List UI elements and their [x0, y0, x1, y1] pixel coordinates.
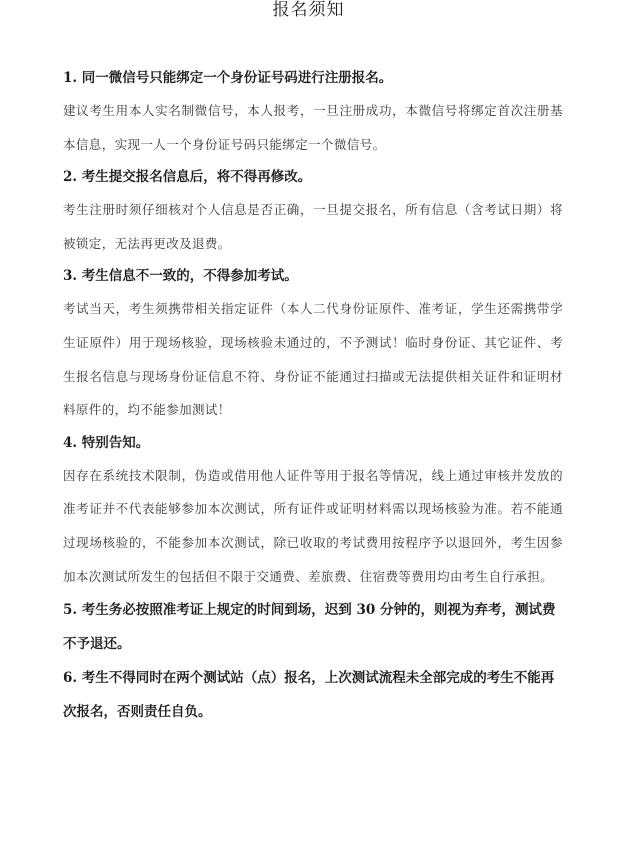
section-6 [63, 661, 563, 729]
page-title: 报名须知 [272, 0, 345, 20]
section-body: 因存在系统技术限制，伪造或借用他人证件等用于报名等情况，线上通过审核并发放的准考证并不代表能够参加本次测试，所有证件或证明材料需以现场核验为准。若不能通过现场核验的，不能参加本次测试，除已收取的考试费用按程序予以退回外，考生因参加本次测试所发生的包括但不限于交通费、差旅费、住宿费等费用均由考生自行承担。 [63, 467, 563, 584]
section-heading: 2. 考生提交报名信息后，将不得再修改。 [63, 169, 312, 186]
section-heading: 6. 考生不得同时在两个测试站（点）报名，上次测试流程未全部完成的考生不能再次报名，否则责任自负。 [63, 670, 555, 721]
section-body: 建议考生用本人实名制微信号，本人报考，一旦注册成功，本微信号将绑定首次注册基本信息，实现一人一个身份证号码只能绑定一个微信号。 [63, 103, 563, 152]
section-heading: 4. 特别告知。 [63, 434, 150, 451]
section-heading: 3. 考生信息不一致的，不得参加考试。 [63, 268, 298, 285]
section-5 [63, 593, 563, 661]
section-body: 考试当天，考生须携带相关指定证件（本人二代身份证原件、准考证，学生还需携带学生证原件）用于现场核验，现场核验未通过的，不予测试！临时身份证、其它证件、考生报名信息与现场身份证信息不符、身份证不能通过扫描或无法提供相关证件和证明材料原件的，均不能参加测试！ [63, 301, 563, 418]
section-heading: 1. 同一微信号只能绑定一个身份证号码进行注册报名。 [63, 70, 393, 86]
section-heading: 5. 考生务必按照准考证上规定的时间到场，迟到 30 分钟的，则视为弃考，测试费不予退还。 [63, 602, 556, 653]
section-3 [63, 260, 563, 426]
notice-content [63, 62, 563, 729]
section-2 [63, 161, 563, 260]
section-4 [63, 427, 563, 593]
section-body: 考生注册时须仔细核对个人信息是否正确，一旦提交报名，所有信息（含考试日期）将被锁定，无法再更改及退费。 [63, 202, 563, 251]
section-1 [63, 62, 563, 161]
